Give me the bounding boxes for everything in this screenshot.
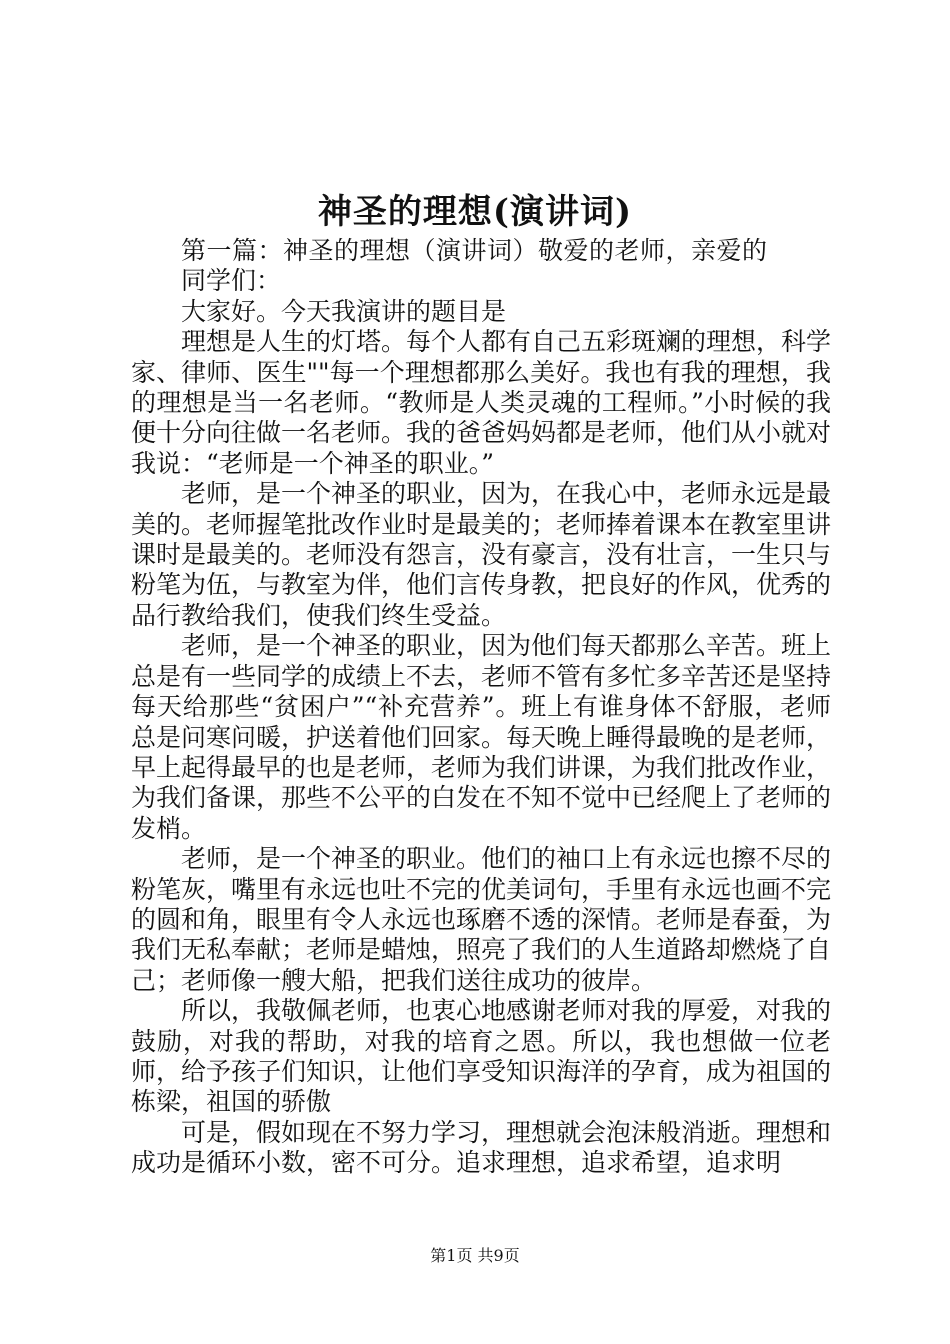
paragraph: 老师，是一个神圣的职业。他们的袖口上有永远也擦不尽的粉笔灰，嘴里有永远也吐不完的优美词句，手里有永远也画不完的圆和角，眼里有令人永远也琢磨不透的深情。老师是春蚕，为我们无私奉献；老师是蜡烛，照亮了我们的人生道路却燃烧了自己；老师像一艘大船，把我们送往成功的彼岸。 xyxy=(131,844,832,995)
page-number-footer: 第1页 共9页 xyxy=(430,1246,520,1265)
paragraph-greeting: 大家好。今天我演讲的题目是 xyxy=(181,296,507,326)
paragraph-intro: 第一篇：神圣的理想（演讲词）敬爱的老师，亲爱的同学们： xyxy=(181,236,767,296)
paragraph: 所以，我敬佩老师，也衷心地感谢老师对我的厚爱，对我的鼓励，对我的帮助，对我的培育之恩。所以，我也想做一位老师，给予孩子们知识，让他们享受知识海洋的孕育，成为祖国的栋梁，祖国的骄傲 xyxy=(131,996,832,1117)
paragraph: 老师，是一个神圣的职业，因为，在我心中，老师永远是最美的。老师握笔批改作业时是最美的；老师捧着课本在教室里讲课时是最美的。老师没有怨言，没有豪言，没有壮言，一生只与粉笔为伍，与教室为伴，他们言传身教，把良好的作风，优秀的品行教给我们，使我们终生受益。 xyxy=(131,479,832,630)
paragraph: 老师，是一个神圣的职业，因为他们每天都那么辛苦。班上总是有一些同学的成绩上不去，老师不管有多忙多辛苦还是坚持每天给那些“贫困户”“补充营养”。班上有谁身体不舒服，老师总是问寒问暖，护送着他们回家。每天晚上睡得最晚的是老师，早上起得最早的也是老师，老师为我们讲课，为我们批改作业，为我们备课，那些不公平的白发在不知不觉中已经爬上了老师的发梢。 xyxy=(131,631,832,843)
document-title: 神圣的理想(演讲词) xyxy=(317,192,633,232)
document-body xyxy=(131,236,831,1179)
paragraph: 理想是人生的灯塔。每个人都有自己五彩斑斓的理想，科学家、律师、医生""每一个理想都那么美好。我也有我的理想，我的理想是当一名老师。“教师是人类灵魂的工程师。”小时候的我便十分向往做一名老师。我的爸爸妈妈都是老师，他们从小就对我说：“老师是一个神圣的职业。” xyxy=(131,327,832,478)
paragraph: 可是，假如现在不努力学习，理想就会泡沫般消逝。理想和成功是循环小数，密不可分。追求理想，追求希望，追求明 xyxy=(131,1117,832,1178)
